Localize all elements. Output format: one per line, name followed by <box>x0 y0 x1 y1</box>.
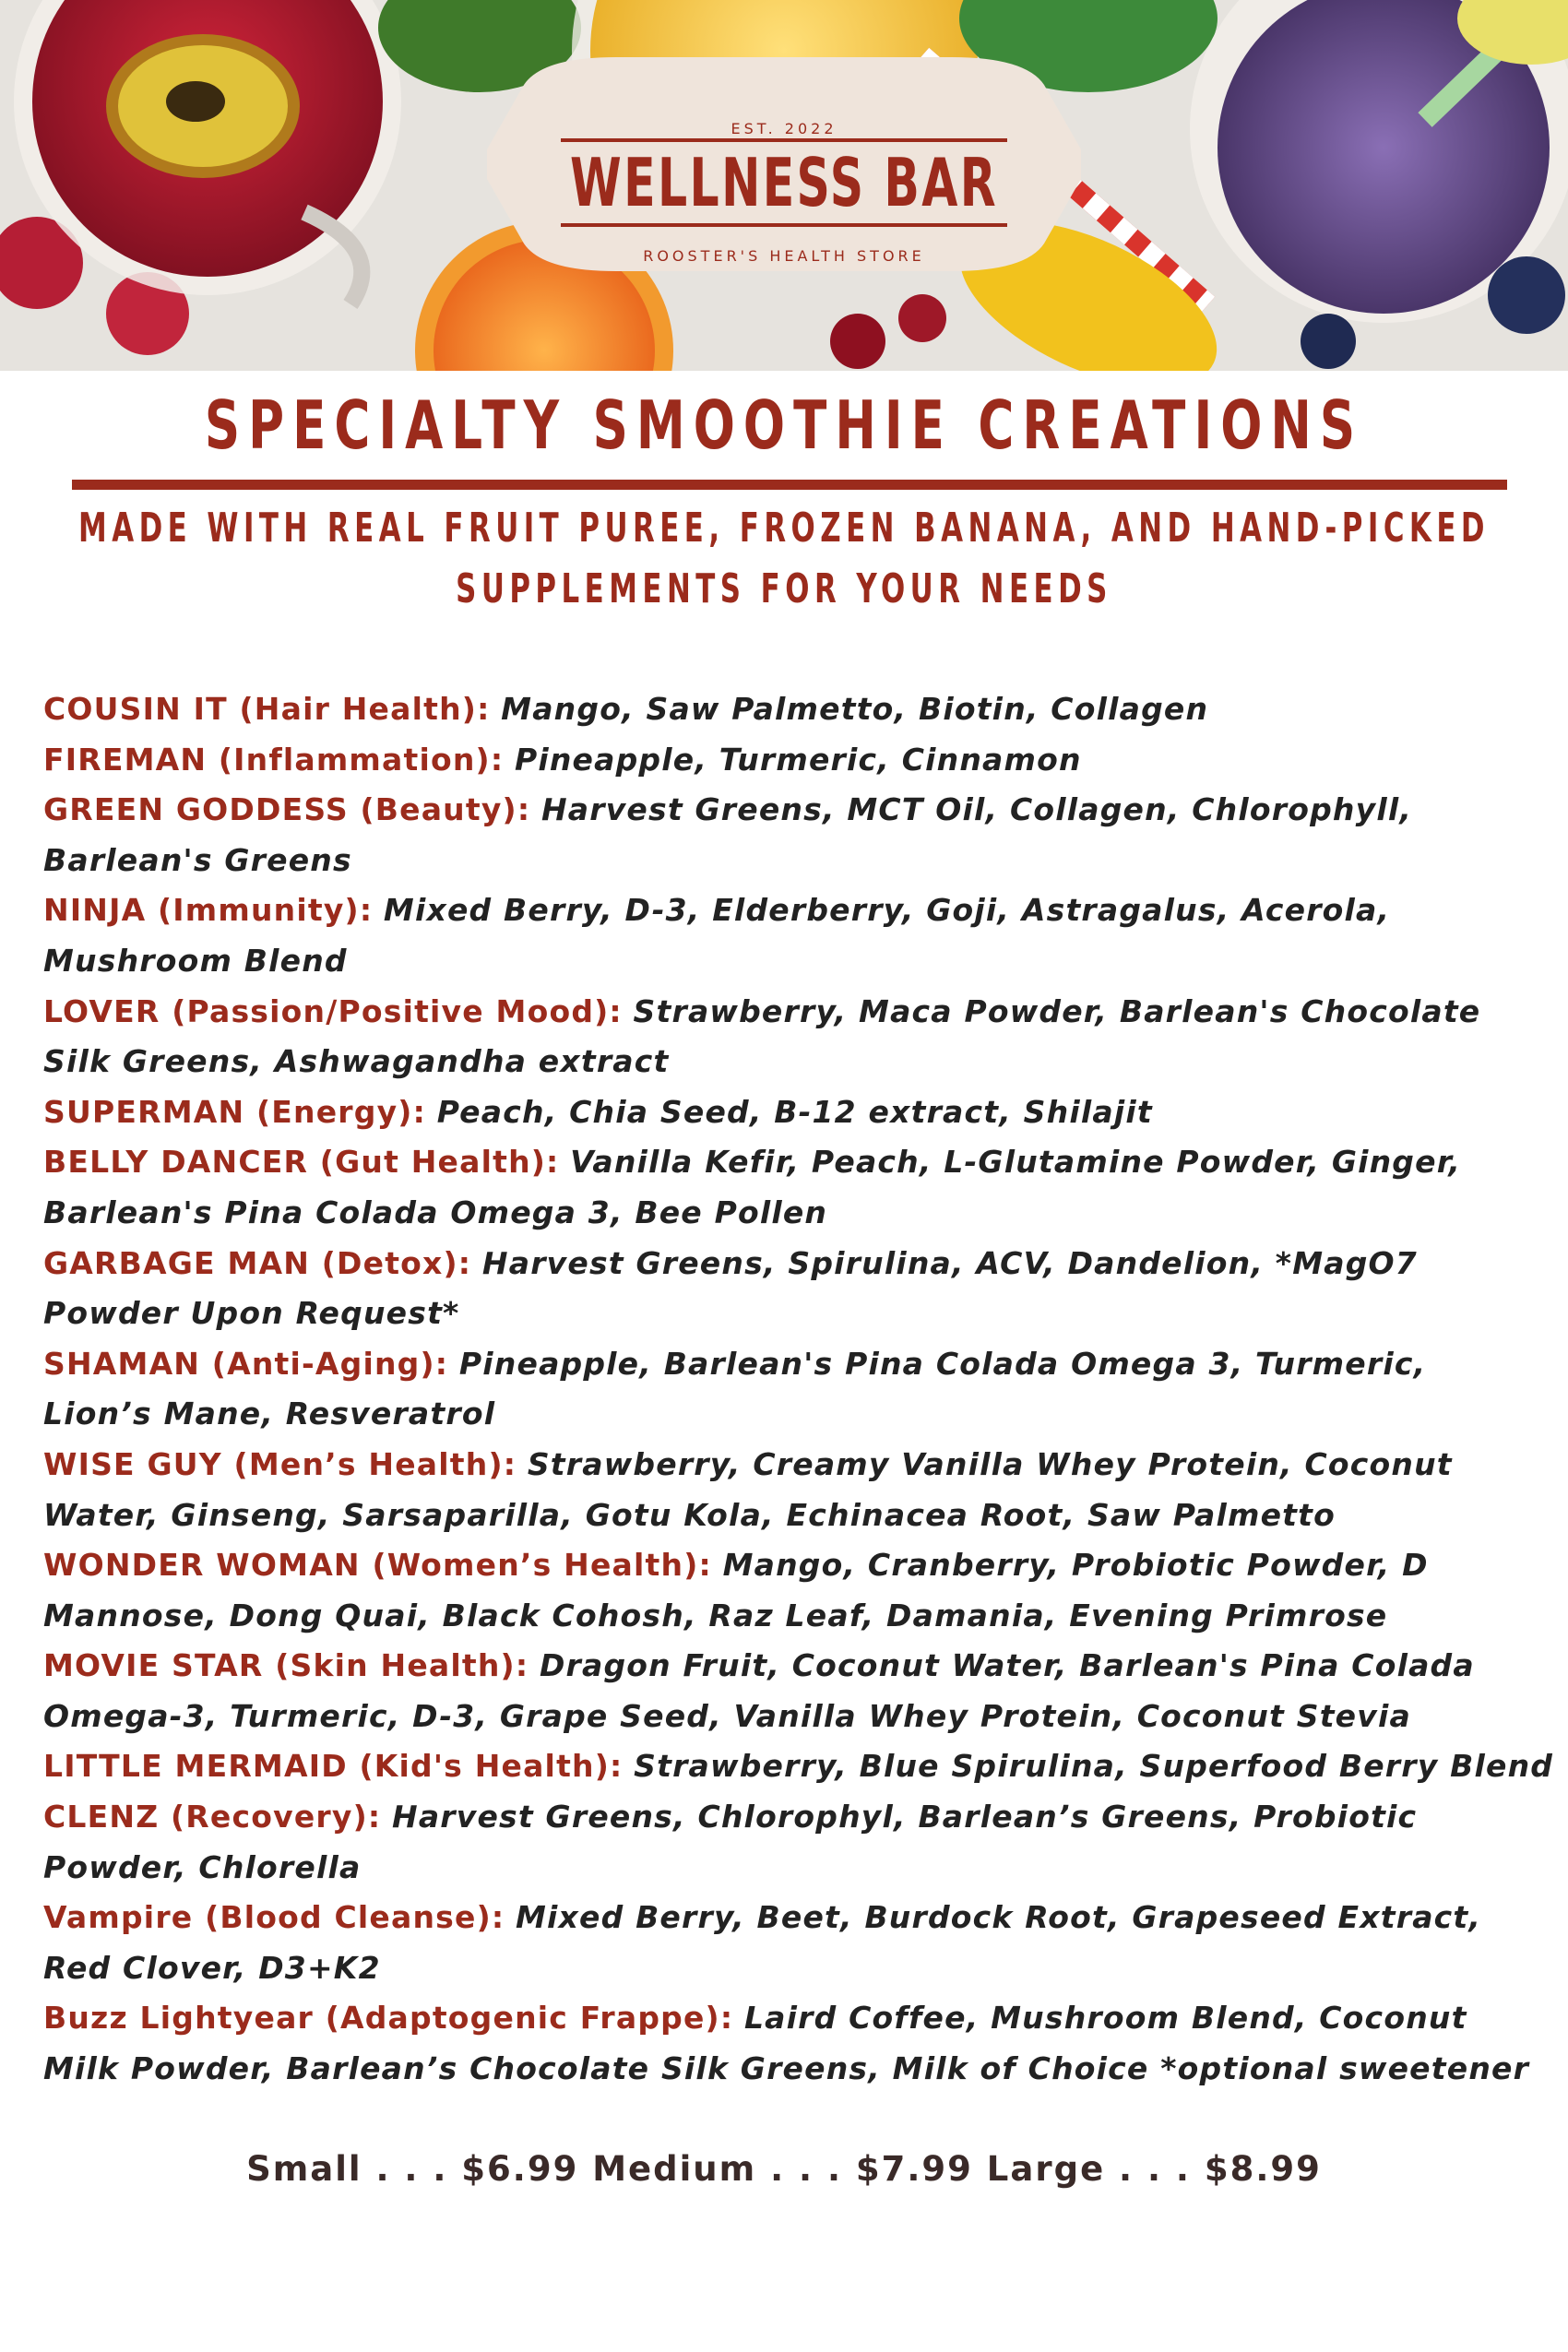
smoothie-ingredients: Pineapple, Barlean's Pina Colada Omega 3, Turmeric, <box>458 1345 1427 1382</box>
title-divider <box>72 480 1507 490</box>
smoothie-ingredients: Powder Upon Request* <box>43 1295 460 1332</box>
smoothie-name: LOVER (Passion/Positive Mood): <box>43 992 623 1029</box>
subtitle-line-2: SUPPLEMENTS FOR YOUR NEEDS <box>456 565 1112 612</box>
menu-item-continued <box>43 1591 1538 1642</box>
menu-item <box>43 1440 1538 1491</box>
smoothie-name: GREEN GODDESS (Beauty): <box>43 791 531 828</box>
menu-item-continued <box>43 1037 1538 1087</box>
smoothie-ingredients: Mango, Cranberry, Probiotic Powder, D <box>722 1547 1429 1584</box>
smoothie-name: WISE GUY (Men’s Health): <box>43 1445 517 1482</box>
established-year: EST. 2022 <box>731 120 837 137</box>
menu-item-continued <box>43 1389 1538 1440</box>
smoothie-ingredients: Laird Coffee, Mushroom Blend, Coconut <box>743 2000 1467 2037</box>
menu-item-continued <box>43 836 1538 886</box>
smoothie-name: FIREMAN (Inflammation): <box>43 741 505 778</box>
menu-item <box>43 1893 1538 1943</box>
menu-item <box>43 1339 1538 1390</box>
smoothie-name: SHAMAN (Anti-Aging): <box>43 1345 449 1382</box>
menu-item <box>43 885 1538 936</box>
store-name: ROOSTER'S HEALTH STORE <box>643 247 925 265</box>
smoothie-name: Buzz Lightyear (Adaptogenic Frappe): <box>43 2000 734 2037</box>
menu-item <box>43 1993 1538 2044</box>
subtitle-line-1: MADE WITH REAL FRUIT PUREE, FROZEN BANANA, AND HAND-PICKED <box>78 505 1490 552</box>
logo-top-rule <box>561 138 1007 142</box>
smoothie-name: NINJA (Immunity): <box>43 892 374 929</box>
smoothie-name: Vampire (Blood Cleanse): <box>43 1899 505 1936</box>
smoothie-ingredients: Silk Greens, Ashwagandha extract <box>43 1043 670 1080</box>
smoothie-name: LITTLE MERMAID (Kid's Health): <box>43 1748 624 1785</box>
smoothie-name: COUSIN IT (Hair Health): <box>43 691 491 727</box>
smoothie-ingredients: Water, Ginseng, Sarsaparilla, Gotu Kola, Echinacea Root, Saw Palmetto <box>43 1496 1336 1533</box>
smoothie-ingredients: Peach, Chia Seed, B-12 extract, Shilajit <box>436 1093 1153 1130</box>
menu-item <box>43 1540 1538 1591</box>
smoothie-ingredients: Powder, Chlorella <box>43 1848 362 1885</box>
menu-item <box>43 987 1538 1038</box>
smoothie-ingredients: Milk Powder, Barlean’s Chocolate Silk Greens, Milk of Choice *optional sweetener <box>43 2050 1530 2087</box>
smoothie-ingredients: Strawberry, Creamy Vanilla Whey Protein, Coconut <box>527 1445 1453 1482</box>
smoothie-name: MOVIE STAR (Skin Health): <box>43 1647 529 1684</box>
smoothie-ingredients: Harvest Greens, Chlorophyl, Barlean’s Greens, Probiotic <box>392 1799 1418 1835</box>
smoothie-ingredients: Dragon Fruit, Coconut Water, Barlean's Pina Colada <box>539 1647 1475 1684</box>
smoothie-ingredients: Mannose, Dong Quai, Black Cohosh, Raz Leaf, Damania, Evening Primrose <box>43 1597 1388 1633</box>
smoothie-name: BELLY DANCER (Gut Health): <box>43 1144 560 1181</box>
smoothie-name: GARBAGE MAN (Detox): <box>43 1244 472 1281</box>
menu-item-continued <box>43 1843 1538 1894</box>
smoothie-ingredients: Pineapple, Turmeric, Cinnamon <box>514 741 1082 778</box>
menu-item-continued <box>43 1943 1538 1994</box>
menu-item <box>43 684 1538 735</box>
smoothie-menu-list <box>43 684 1554 2095</box>
menu-item <box>43 1239 1538 1289</box>
smoothie-ingredients: Lion’s Mane, Resveratrol <box>43 1396 496 1432</box>
menu-item-continued <box>43 936 1538 987</box>
menu-item-continued <box>43 1692 1538 1742</box>
menu-item <box>43 1792 1538 1843</box>
smoothie-ingredients: Red Clover, D3+K2 <box>43 1949 381 1986</box>
smoothie-ingredients: Mixed Berry, D-3, Elderberry, Goji, Astragalus, Acerola, <box>383 892 1391 929</box>
smoothie-ingredients: Mixed Berry, Beet, Burdock Root, Grapeseed Extract, <box>515 1899 1482 1936</box>
smoothie-name: CLENZ (Recovery): <box>43 1799 382 1835</box>
smoothie-name: SUPERMAN (Energy): <box>43 1093 426 1130</box>
smoothie-ingredients: Strawberry, Blue Spirulina, Superfood Berry Blend <box>634 1748 1554 1785</box>
brand-logo-plaque <box>487 57 1081 271</box>
menu-item-continued <box>43 2044 1538 2095</box>
smoothie-ingredients: Barlean's Greens <box>43 841 352 878</box>
menu-item-continued <box>43 1491 1538 1541</box>
page-title: SPECIALTY SMOOTHIE CREATIONS <box>204 386 1364 464</box>
logo-bottom-rule <box>561 223 1007 227</box>
smoothie-ingredients: Vanilla Kefir, Peach, L-Glutamine Powder, Ginger, <box>570 1144 1462 1181</box>
smoothie-name: WONDER WOMAN (Women’s Health): <box>43 1547 712 1584</box>
menu-item <box>43 785 1538 836</box>
menu-item-continued <box>43 1289 1538 1339</box>
page-subtitle <box>0 498 1568 620</box>
menu-item <box>43 1741 1554 1792</box>
menu-item <box>43 1087 1538 1138</box>
smoothie-ingredients: Harvest Greens, Spirulina, ACV, Dandelion, *MagO7 <box>481 1244 1418 1281</box>
smoothie-ingredients: Barlean's Pina Colada Omega 3, Bee Pollen <box>43 1194 828 1230</box>
brand-name: WELLNESS BAR <box>570 144 998 221</box>
hero-photo-banner <box>0 0 1568 371</box>
size-pricing: Small . . . $6.99 Medium . . . $7.99 Large . . . $8.99 <box>246 2149 1322 2189</box>
smoothie-ingredients: Omega-3, Turmeric, D-3, Grape Seed, Vanilla Whey Protein, Coconut Stevia <box>43 1697 1411 1734</box>
menu-item <box>43 1641 1538 1692</box>
smoothie-ingredients: Strawberry, Maca Powder, Barlean's Chocolate <box>633 992 1481 1029</box>
smoothie-ingredients: Harvest Greens, MCT Oil, Collagen, Chlorophyll, <box>540 791 1413 828</box>
menu-item <box>43 735 1538 786</box>
smoothie-ingredients: Mango, Saw Palmetto, Biotin, Collagen <box>501 691 1209 727</box>
smoothie-ingredients: Mushroom Blend <box>43 942 348 979</box>
menu-item-continued <box>43 1188 1538 1239</box>
menu-item <box>43 1137 1538 1188</box>
